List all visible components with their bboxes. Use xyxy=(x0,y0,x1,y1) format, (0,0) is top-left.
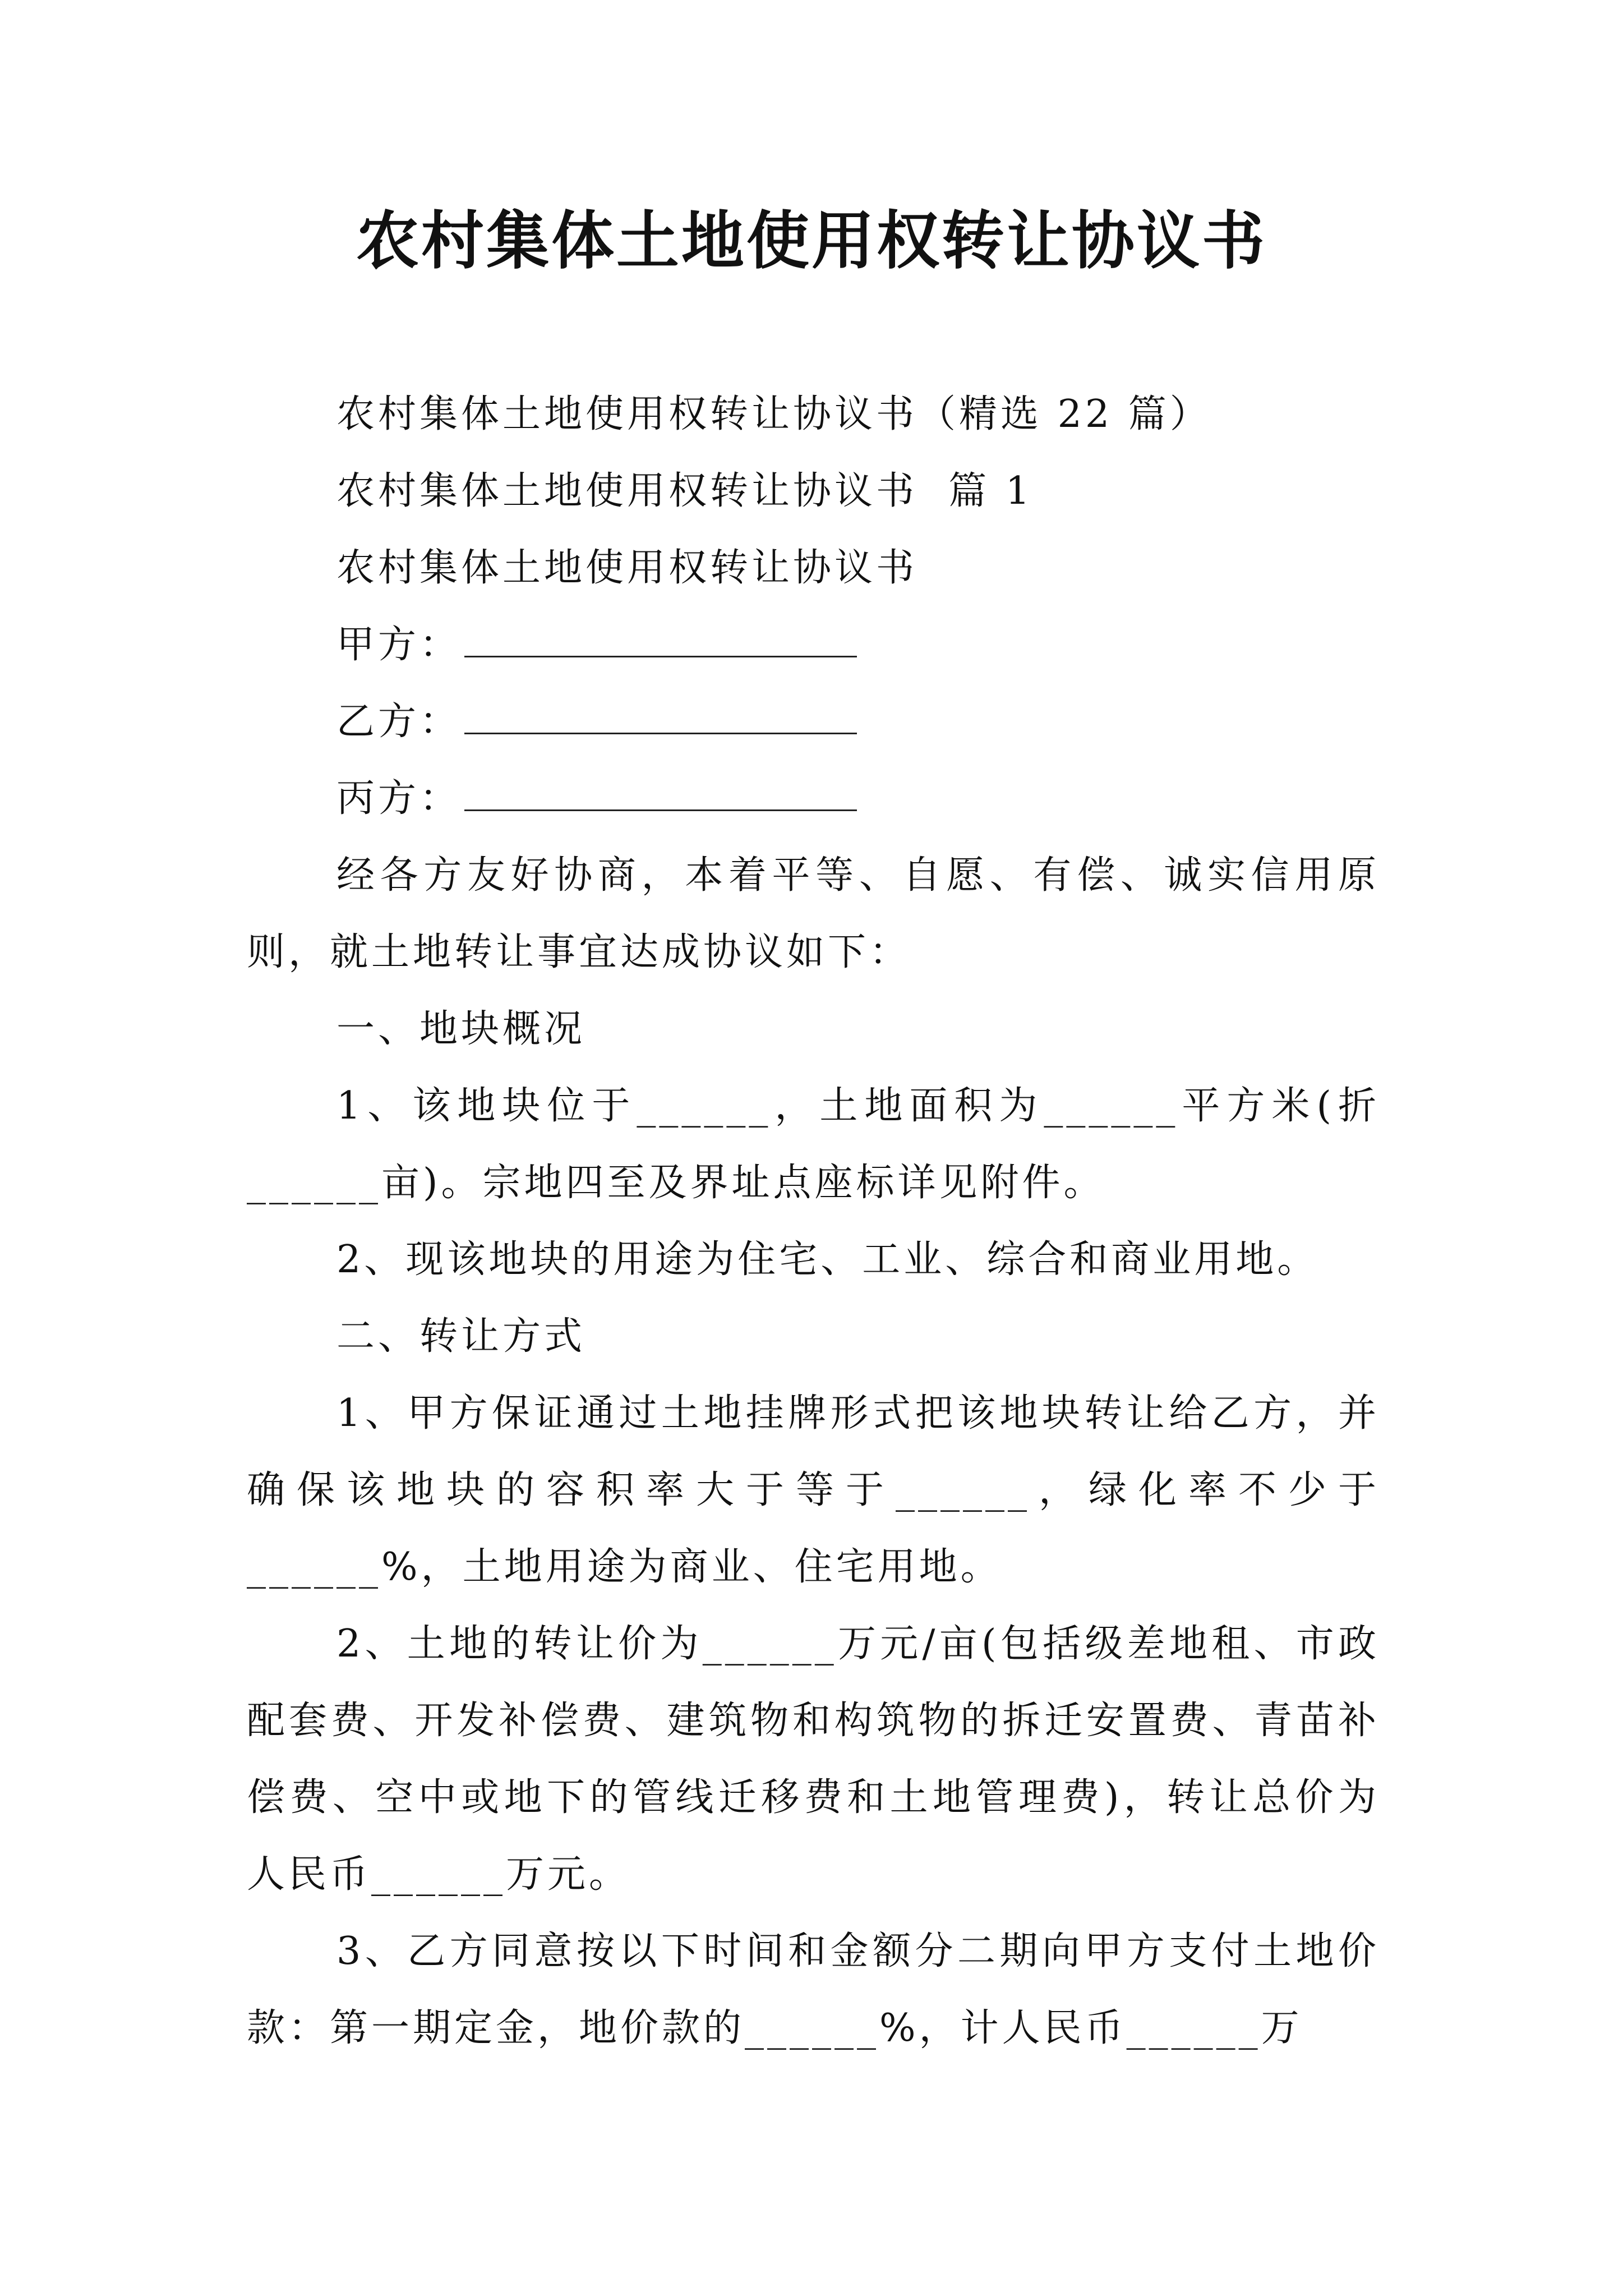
party-a-blank xyxy=(464,622,857,657)
section-heading: 农村集体土地使用权转让协议书 篇 1 xyxy=(336,469,1034,513)
party-b-blank xyxy=(464,699,857,734)
sec1-item2: 2、现该地块的用途为住宅、工业、综合和商业用地。 xyxy=(336,1237,1319,1282)
party-b-label: 乙方： xyxy=(336,700,462,744)
sec1-item1: 1、该地块位于______，土地面积为______平方米(折______亩)。宗地四至及界址点座标详见附件。 xyxy=(247,1084,1380,1205)
doc-heading: 农村集体土地使用权转让协议书 xyxy=(336,546,918,590)
sec2-item1: 1、甲方保证通过土地挂牌形式把该地块转让给乙方，并确保该地块的容积率大于等于______，绿化率不少于______%，土地用途为商业、住宅用地。 xyxy=(247,1391,1380,1589)
subtitle-line: 农村集体土地使用权转让协议书（精选 22 篇） xyxy=(336,392,1211,436)
sec2-item2: 2、土地的转让价为______万元/亩(包括级差地租、市政配套费、开发补偿费、建筑物和构筑物的拆迁安置费、青苗补偿费、空中或地下的管线迁移费和土地管理费)，转让总价为人民币______万元。 xyxy=(247,1622,1380,1897)
sec1-heading: 一、地块概况 xyxy=(336,1007,586,1051)
sec2-heading: 二、转让方式 xyxy=(336,1314,586,1359)
party-c-label: 丙方： xyxy=(336,776,462,821)
document-title: 农村集体土地使用权转让协议书 xyxy=(356,205,1267,278)
intro-paragraph: 经各方友好协商，本着平等、自愿、有偿、诚实信用原则，就土地转让事宜达成协议如下： xyxy=(247,853,1380,974)
party-b-line xyxy=(247,683,1380,760)
party-c-blank xyxy=(464,776,857,811)
party-c-line xyxy=(247,760,1380,837)
party-a-label: 甲方： xyxy=(336,623,462,667)
document-body xyxy=(247,376,1380,2067)
sec2-item3: 3、乙方同意按以下时间和金额分二期向甲方支付土地价款：第一期定金，地价款的______%，计人民币______万 xyxy=(247,1929,1380,2050)
party-a-line xyxy=(247,606,1380,683)
